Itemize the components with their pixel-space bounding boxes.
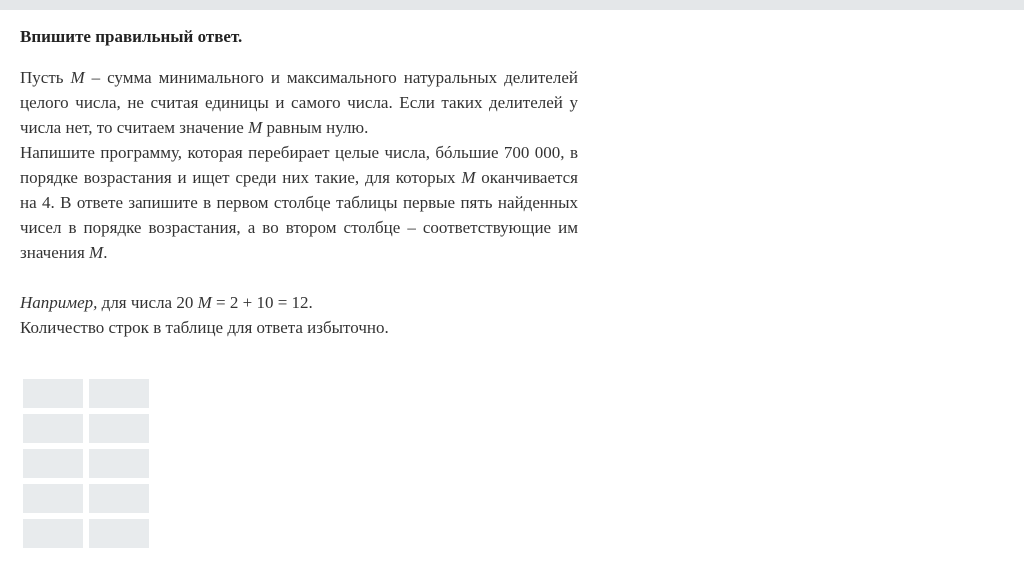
- answer-cell-r5-c1[interactable]: [23, 519, 83, 548]
- task-paragraph-program: [20, 140, 578, 265]
- text-segment: = 2 + 10 = 12.: [211, 293, 313, 312]
- rows-note: Количество строк в таблице для ответа избыточно.: [20, 318, 389, 337]
- text-segment: оканчивается на 4. В ответе запишите в первом столбце таблицы первые пять найденных чисел в порядке возрастания, а во втором столбце – соответствующие им значения: [20, 168, 578, 262]
- answer-cell-r5-c2[interactable]: [89, 519, 149, 548]
- example-line: [20, 290, 578, 315]
- answer-table: [23, 379, 149, 548]
- answer-cell-r2-c2[interactable]: [89, 414, 149, 443]
- variable-m: M: [89, 243, 104, 262]
- answer-cell-r3-c1[interactable]: [23, 449, 83, 478]
- task-container: [20, 26, 578, 340]
- top-bar: [0, 0, 1024, 10]
- answer-cell-r2-c1[interactable]: [23, 414, 83, 443]
- task-paragraph-definition: [20, 65, 578, 140]
- answer-cell-r1-c2[interactable]: [89, 379, 149, 408]
- answer-cell-r1-c1[interactable]: [23, 379, 83, 408]
- answer-cell-r3-c2[interactable]: [89, 449, 149, 478]
- variable-m: M: [461, 168, 476, 187]
- text-segment: для числа 20: [97, 293, 198, 312]
- example-label: Например,: [20, 293, 98, 312]
- variable-m: M: [197, 293, 212, 312]
- text-segment: – сумма минимального и максимального натуральных делителей целого числа, не считая единицы и самого числа. Если таких делителей у числа нет, то считаем значение: [20, 68, 578, 137]
- text-segment: равным нулю.: [262, 118, 369, 137]
- text-segment: Напишите программу, которая перебирает целые числа, бóльшие 700 000, в порядке возрастания и ищет среди них такие, для которых: [20, 143, 578, 187]
- text-segment: .: [103, 243, 108, 262]
- variable-m: M: [70, 68, 85, 87]
- answer-cell-r4-c2[interactable]: [89, 484, 149, 513]
- text-segment: Пусть: [20, 68, 71, 87]
- task-instruction: Впишите правильный ответ.: [20, 27, 243, 46]
- answer-cell-r4-c1[interactable]: [23, 484, 83, 513]
- example-block: [20, 290, 578, 340]
- variable-m: M: [248, 118, 263, 137]
